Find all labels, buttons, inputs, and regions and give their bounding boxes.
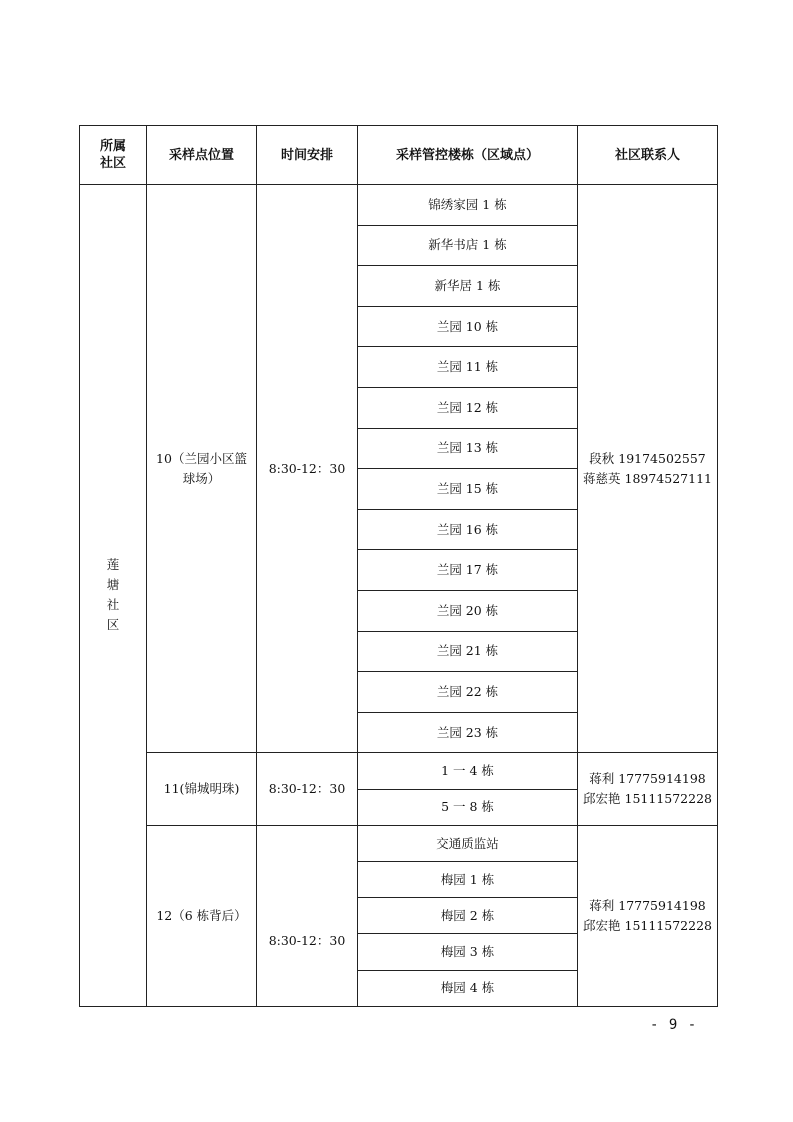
building-cell: 兰园 21 栋 xyxy=(358,631,578,672)
building-cell: 兰园 22 栋 xyxy=(358,672,578,713)
building-cell: 兰园 16 栋 xyxy=(358,509,578,550)
building-cell: 交通质监站 xyxy=(358,825,578,861)
header-time: 时间安排 xyxy=(257,126,358,185)
building-cell: 1 一 4 栋 xyxy=(358,753,578,789)
building-cell: 梅园 1 栋 xyxy=(358,862,578,898)
header-contact: 社区联系人 xyxy=(578,126,718,185)
table-row xyxy=(80,825,718,861)
building-cell: 5 一 8 栋 xyxy=(358,789,578,825)
contact-cell: 蒋利 17775914198 邱宏艳 15111572228 xyxy=(578,825,718,1006)
header-buildings: 采样管控楼栋（区域点） xyxy=(358,126,578,185)
building-cell: 梅园 4 栋 xyxy=(358,970,578,1006)
location-cell: 10（兰园小区篮 球场） xyxy=(147,185,257,753)
building-cell: 兰园 20 栋 xyxy=(358,590,578,631)
building-cell: 锦绣家园 1 栋 xyxy=(358,185,578,226)
building-cell: 兰园 10 栋 xyxy=(358,306,578,347)
building-cell: 兰园 12 栋 xyxy=(358,387,578,428)
building-cell: 新华居 1 栋 xyxy=(358,266,578,307)
time-cell: 8:30-12：30 xyxy=(257,185,358,753)
table-header-row xyxy=(80,126,718,185)
time-cell: 8:30-12：30 xyxy=(257,753,358,826)
time-cell: 8:30-12：30 xyxy=(257,825,358,1006)
building-cell: 兰园 17 栋 xyxy=(358,550,578,591)
building-cell: 梅园 2 栋 xyxy=(358,898,578,934)
building-cell: 兰园 15 栋 xyxy=(358,469,578,510)
building-cell: 兰园 11 栋 xyxy=(358,347,578,388)
building-cell: 梅园 3 栋 xyxy=(358,934,578,970)
table-row xyxy=(80,185,718,226)
header-community: 所属 社区 xyxy=(80,126,147,185)
building-cell: 兰园 13 栋 xyxy=(358,428,578,469)
location-cell: 11(锦城明珠) xyxy=(147,753,257,826)
sampling-schedule-table xyxy=(79,125,718,1007)
page-number: - 9 - xyxy=(650,1017,698,1033)
header-location: 采样点位置 xyxy=(147,126,257,185)
table-row xyxy=(80,753,718,789)
building-cell: 新华书店 1 栋 xyxy=(358,225,578,266)
community-cell: 莲 塘 社 区 xyxy=(80,185,147,1007)
building-cell: 兰园 23 栋 xyxy=(358,712,578,753)
contact-cell: 蒋利 17775914198 邱宏艳 15111572228 xyxy=(578,753,718,826)
contact-cell: 段秋 19174502557 蒋慈英 18974527111 xyxy=(578,185,718,753)
location-cell: 12（6 栋背后） xyxy=(147,825,257,1006)
